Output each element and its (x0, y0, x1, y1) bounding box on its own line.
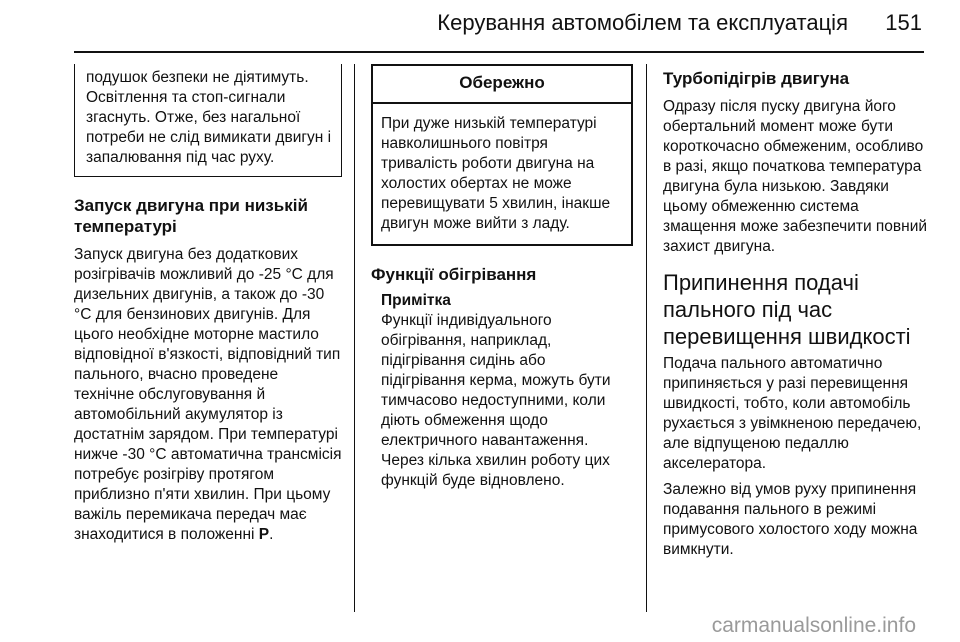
section-heading-turbo-warmup: Турбопідігрів двигуна (663, 69, 850, 88)
section-heading-heating-functions: Функції обігрівання (371, 265, 537, 284)
column-left (74, 64, 342, 545)
section-heading-fuel-cutoff: Припинення подачі пального під час перевищення швидкості (663, 270, 911, 349)
note-text: Функції індивідуального обігрівання, наприклад, підігрівання сидінь або підігрівання керма, можуть бути тимчасово недоступними, коли діють обмеження щодо електричного навантаження. Через кілька хвилин роботу цих функцій буде відновлено. (381, 312, 611, 489)
running-header: Керування автомобілем та експлуатація (437, 10, 848, 35)
caution-title: Обережно (373, 66, 631, 104)
column-divider-2 (646, 64, 647, 612)
gear-position-p: P (258, 526, 270, 543)
column-right (663, 64, 931, 560)
section-heading-cold-start: Запуск двигуна при низькій температурі (74, 196, 308, 236)
note-block (381, 291, 633, 491)
header-rule (74, 51, 924, 53)
fuel-cutoff-paragraph-2: Залежно від умов руху припинення подавання пального в режимі примусового холостого ходу можна вимкнути. (663, 481, 918, 558)
cold-start-paragraph (74, 245, 342, 545)
page-number: 151 (885, 10, 922, 35)
column-divider-1 (354, 64, 355, 612)
continued-warning-box (74, 64, 342, 177)
turbo-warmup-paragraph: Одразу після пуску двигуна його обертальний момент може бути короткочасно обмеженим, особливо в разі, якщо початкова температура двигуна була низькою. Завдяки цьому обмеженню система змащення може забезпечити повний захист двигуна. (663, 98, 928, 255)
caution-text: При дуже низькій температурі навколишнього повітря тривалість роботи двигуна на холостих обертах не може перевищувати 5 хвилин, інакше двигун може вийти з ладу. (381, 115, 611, 232)
column-middle (371, 64, 633, 491)
fuel-cutoff-paragraph-1: Подача пального автоматично припиняється у разі перевищення швидкості, тобто, коли автомобіль рухається з увімкненою передачею, але відпущеною педаллю акселератора. (663, 355, 922, 472)
cold-start-text: Запуск двигуна без додаткових розігрівачів можливий до -25 °C для дизельних двигунів, а також до -30 °C для бензинових двигунів. Для цього необхідне моторне мастило відповідної в'язкості, відповідний тип пального, вчасно проведене технічне обслуговування й автомобільний акумулятор із достатнім зарядом. При температурі нижче -30 °C автоматична трансмісія потребує розігріву протягом приблизно п'яти хвилин. При цьому важіль перемикача передач має знаходитися в положенні (74, 246, 342, 543)
continued-warning-text: подушок безпеки не діятимуть. Освітлення та стоп-сигнали згаснуть. Отже, без нагальної потреби не слід вимикати двигун і запалювання під час руху. (86, 69, 332, 166)
cold-start-end: . (269, 526, 274, 543)
watermark: carmanualsonline.info (711, 614, 916, 637)
caution-box (371, 64, 633, 246)
note-title: Примітка (381, 292, 451, 309)
